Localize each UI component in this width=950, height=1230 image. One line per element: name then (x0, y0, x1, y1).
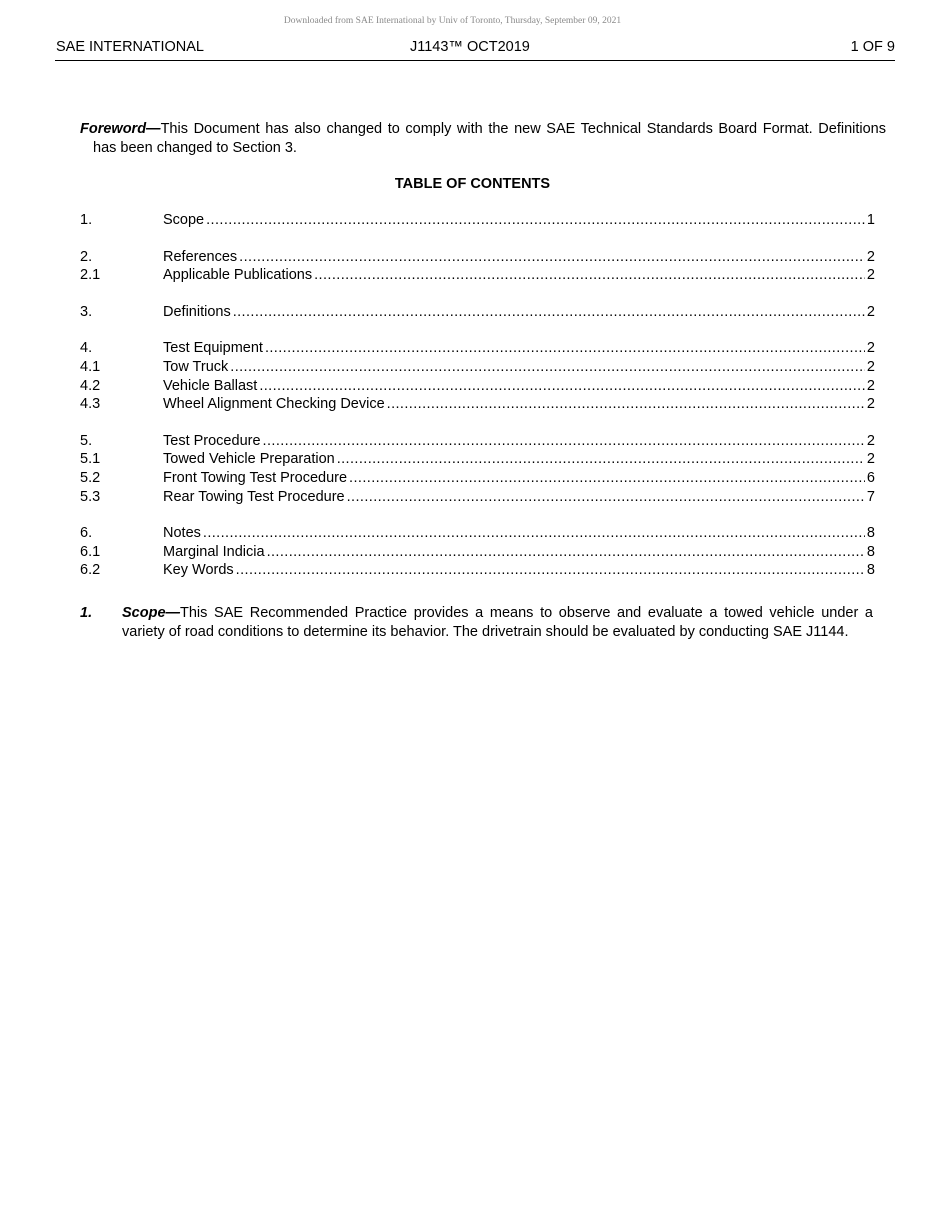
scope-lead: Scope— (122, 605, 181, 621)
toc-entry[interactable] (80, 489, 875, 508)
toc-entry-title: Applicable Publications (163, 267, 313, 284)
toc-dot-leader (314, 267, 865, 283)
toc-entry-number: 2. (80, 248, 93, 265)
toc-entry-page: 7 (866, 488, 875, 505)
toc-entry-number: 1. (80, 212, 93, 228)
toc-entry-title: Scope (163, 212, 205, 228)
toc-entry-title: Rear Towing Test Procedure (163, 488, 345, 505)
toc-dot-leader (263, 433, 865, 449)
toc-entry-title: Test Equipment (163, 340, 263, 357)
toc-entry-number: 3. (80, 303, 93, 320)
toc-dot-leader (233, 304, 865, 320)
header-document-id: J1143™ OCT2019 (410, 39, 530, 55)
toc-entry-number: 4. (80, 340, 93, 357)
toc-group (80, 304, 875, 323)
toc-entry[interactable] (80, 359, 875, 378)
toc-entry-number: 5.2 (80, 469, 101, 486)
toc-group (80, 340, 875, 414)
toc-dot-leader (265, 340, 865, 356)
toc-entry-page: 6 (866, 469, 875, 486)
toc-entry-title: Front Towing Test Procedure (163, 469, 348, 486)
toc-entry[interactable] (80, 470, 875, 489)
toc-entry-page: 2 (866, 377, 875, 394)
toc-dot-leader (206, 212, 865, 228)
scope-section-number: 1. (80, 605, 93, 621)
toc-entry-page: 2 (866, 340, 875, 357)
toc-entry-number: 6.2 (80, 562, 101, 579)
toc-heading: TABLE OF CONTENTS (394, 176, 551, 192)
toc-dot-leader (347, 489, 865, 505)
foreword-text: This Document has also changed to comply with the new SAE Technical Standards Board Format. Definitions has been changed to Section 3. (93, 121, 886, 156)
toc-entry-page: 2 (866, 267, 875, 284)
toc-entry-title: Tow Truck (163, 358, 229, 375)
toc-entry-page: 2 (866, 358, 875, 375)
toc-entry[interactable] (80, 451, 875, 470)
toc-entry[interactable] (80, 396, 875, 415)
header-publisher: SAE INTERNATIONAL (56, 39, 204, 55)
toc-group (80, 525, 875, 581)
toc-entry-title: Wheel Alignment Checking Device (163, 396, 385, 413)
toc-entry[interactable] (80, 267, 875, 286)
toc-dot-leader (349, 470, 865, 486)
toc-entry-title: Notes (163, 525, 201, 542)
toc-group (80, 433, 875, 507)
toc-entry[interactable] (80, 378, 875, 397)
toc-entry[interactable] (80, 544, 875, 563)
toc-dot-leader (337, 451, 865, 467)
toc-dot-leader (267, 544, 865, 560)
toc-entry-number: 4.1 (80, 358, 101, 375)
toc-entry-number: 6.1 (80, 543, 101, 560)
scope-section (80, 604, 873, 642)
toc-entry-title: Key Words (163, 562, 234, 579)
toc-entry-page: 8 (866, 525, 875, 542)
toc-entry[interactable] (80, 212, 875, 231)
toc-entry[interactable] (80, 433, 875, 452)
toc-entry-title: Marginal Indicia (163, 543, 265, 560)
toc-entry-title: Vehicle Ballast (163, 377, 258, 394)
toc-entry-page: 2 (866, 451, 875, 468)
toc-dot-leader (239, 249, 865, 265)
download-watermark: Downloaded from SAE International by Univ of Toronto, Thursday, September 09, 2021 (283, 16, 622, 26)
toc-dot-leader (230, 359, 865, 375)
toc-entry-page: 2 (866, 396, 875, 413)
toc-entry-number: 2.1 (80, 267, 101, 284)
toc-entry-title: Test Procedure (163, 432, 261, 449)
toc-entry-number: 5. (80, 432, 93, 449)
toc-entry[interactable] (80, 304, 875, 323)
toc-entry-page: 8 (866, 543, 875, 560)
foreword-paragraph (80, 120, 886, 158)
toc-entry-number: 4.2 (80, 377, 101, 394)
toc-entry-title: References (163, 248, 238, 265)
scope-paragraph (122, 604, 873, 642)
toc-entry-number: 6. (80, 525, 93, 542)
toc-entry[interactable] (80, 249, 875, 268)
foreword-lead: Foreword— (80, 121, 161, 137)
toc-entry-number: 5.1 (80, 451, 101, 468)
page-header (55, 38, 895, 61)
toc-entry-title: Definitions (163, 303, 231, 320)
header-page-number: 1 OF 9 (850, 39, 895, 55)
toc-entry-page: 2 (866, 432, 875, 449)
toc-dot-leader (236, 562, 865, 578)
toc-entry-title: Towed Vehicle Preparation (163, 451, 335, 468)
toc-group (80, 249, 875, 286)
toc-dot-leader (259, 378, 865, 394)
toc-entry-page: 8 (866, 562, 875, 579)
toc-entry-page: 1 (866, 212, 875, 228)
toc-entry-page: 2 (866, 248, 875, 265)
toc-group (80, 212, 875, 231)
toc-entry-number: 4.3 (80, 396, 101, 413)
toc-entry-page: 2 (866, 303, 875, 320)
toc-dot-leader (387, 396, 865, 412)
toc-entry[interactable] (80, 525, 875, 544)
toc-entry[interactable] (80, 562, 875, 581)
toc-entry[interactable] (80, 340, 875, 359)
table-of-contents (80, 212, 875, 599)
toc-dot-leader (203, 525, 865, 541)
toc-entry-number: 5.3 (80, 488, 101, 505)
scope-text: This SAE Recommended Practice provides a means to observe and evaluate a towed vehicle under a variety of road conditions to determine its behavior. The drivetrain should be evaluated by conducting SAE J1144. (122, 605, 873, 640)
